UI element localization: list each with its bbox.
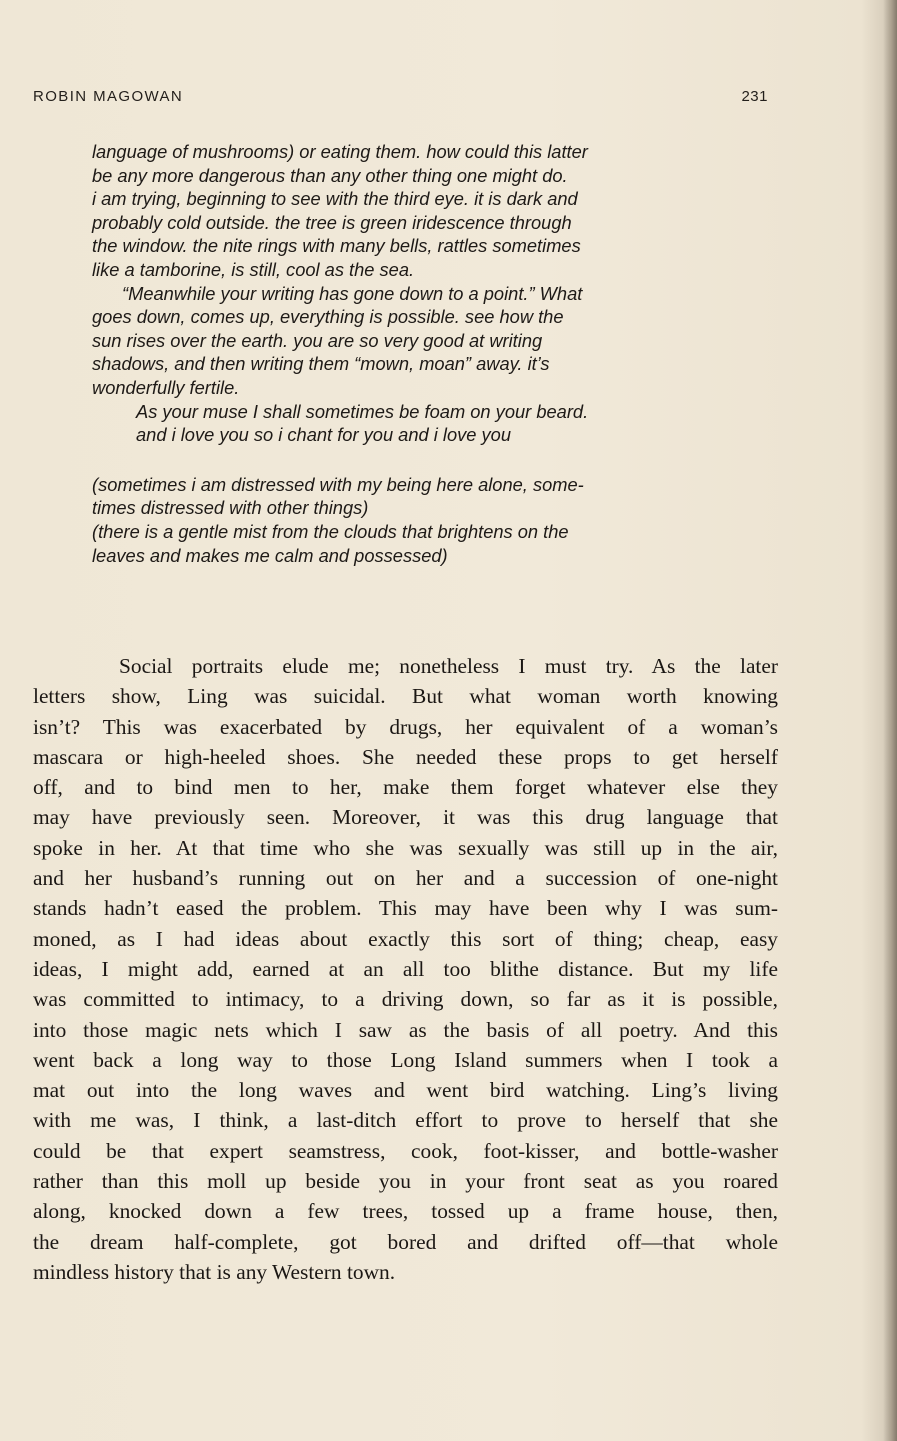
prose-line: Social portraits elude me; nonetheless I must try. As the later xyxy=(119,654,778,678)
prose-line: with me was, I think, a last-ditch effort to prove to herself that she xyxy=(33,1108,778,1133)
poem-line: As your muse I shall sometimes be foam on your beard. xyxy=(136,400,589,422)
poem-line: wonderfully fertile. xyxy=(92,376,240,398)
prose-line: ideas, I might add, earned at an all too blithe distance. But my life xyxy=(33,956,778,981)
prose-line: off, and to bind men to her, make them forget whatever else they xyxy=(33,775,778,800)
prose-line: stands hadn’t eased the problem. This may have been why I was sum- xyxy=(33,896,778,921)
prose-line: spoke in her. At that time who she was sexually was still up in the air, xyxy=(33,835,778,860)
prose-line: could be that expert seamstress, cook, foot-kisser, and bottle-washer xyxy=(33,1138,778,1163)
poem-line: probably cold outside. the tree is green iridescence through xyxy=(92,211,572,233)
poem-line: be any more dangerous than any other thing one might do. xyxy=(92,164,568,186)
poem-line: and i love you so i chant for you and i love you xyxy=(136,424,511,446)
prose-line: mat out into the long waves and went bird watching. Ling’s living xyxy=(33,1078,778,1103)
prose-line: may have previously seen. Moreover, it was this drug language that xyxy=(33,805,778,830)
running-head-author: ROBIN MAGOWAN xyxy=(33,88,184,105)
prose-line: the dream half-complete, got bored and drifted off—that whole xyxy=(33,1229,778,1254)
poem-line: (sometimes i am distressed with my being here alone, some- xyxy=(92,473,584,495)
prose-line: was committed to intimacy, to a driving down, so far as it is possible, xyxy=(33,987,778,1012)
prose-line: into those magic nets which I saw as the basis of all poetry. And this xyxy=(33,1017,778,1042)
poem-line: leaves and makes me calm and possessed) xyxy=(92,544,448,566)
poem-line: (there is a gentle mist from the clouds that brightens on the xyxy=(92,520,569,542)
poem-line: shadows, and then writing them “mown, moan” away. it’s xyxy=(92,353,550,375)
prose-line: letters show, Ling was suicidal. But what woman worth knowing xyxy=(33,684,778,709)
prose-line: went back a long way to those Long Island summers when I took a xyxy=(33,1047,778,1072)
poem-line: times distressed with other things) xyxy=(92,497,369,519)
book-spine-shadow xyxy=(883,0,897,1441)
prose-paragraph xyxy=(33,651,778,1287)
stanza-break xyxy=(92,447,732,473)
page-number: 231 xyxy=(741,88,768,105)
poem-line: language of mushrooms) or eating them. how could this latter xyxy=(92,141,588,162)
poem-line: sun rises over the earth. you are so very good at writing xyxy=(92,329,543,351)
prose-line: mascara or high-heeled shoes. She needed these props to get herself xyxy=(33,744,778,769)
poem-line: like a tamborine, is still, cool as the sea. xyxy=(92,258,415,280)
prose-line: along, knocked down a few trees, tossed up a frame house, then, xyxy=(33,1199,778,1224)
prose-line: isn’t? This was exacerbated by drugs, her equivalent of a woman’s xyxy=(33,714,778,739)
prose-line: and her husband’s running out on her and a succession of one-night xyxy=(33,866,778,891)
prose-line: rather than this moll up beside you in your front seat as you roared xyxy=(33,1169,778,1194)
quoted-poem xyxy=(92,140,732,567)
poem-line: goes down, comes up, everything is possible. see how the xyxy=(92,306,564,328)
poem-line: i am trying, beginning to see with the third eye. it is dark and xyxy=(92,188,578,210)
poem-line: “Meanwhile your writing has gone down to a point.” What xyxy=(122,282,583,304)
poem-line: the window. the nite rings with many bells, rattles sometimes xyxy=(92,235,581,257)
prose-line: mindless history that is any Western town. xyxy=(33,1259,396,1284)
prose-line: moned, as I had ideas about exactly this sort of thing; cheap, easy xyxy=(33,926,778,951)
